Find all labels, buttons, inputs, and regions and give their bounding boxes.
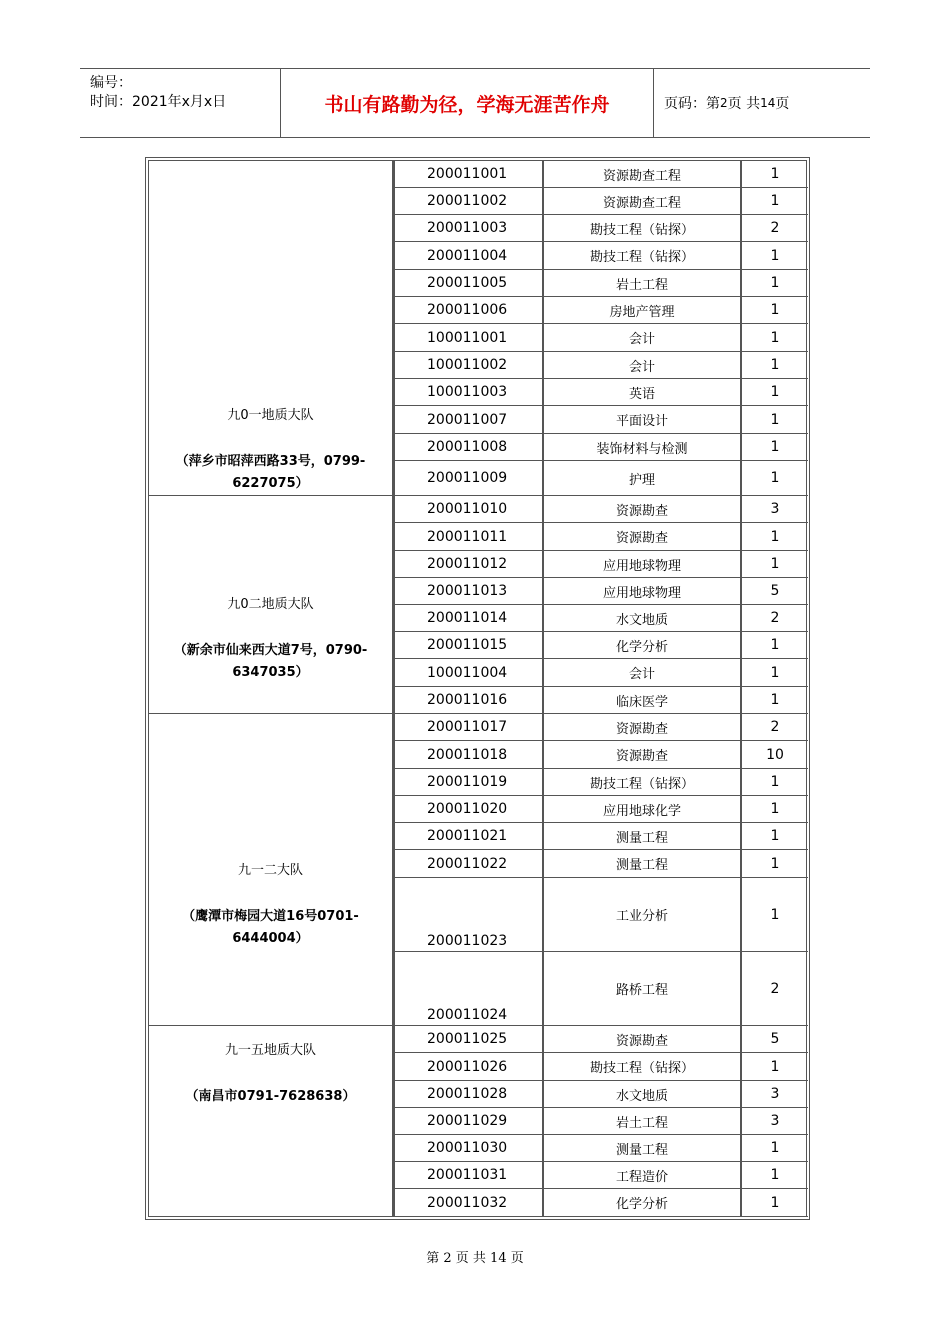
position-code: 200011010 — [393, 496, 543, 522]
hire-count: 2 — [741, 215, 808, 241]
unit-name: 九一二大队 — [237, 863, 303, 878]
position-code: 200011028 — [393, 1081, 543, 1107]
position-code: 200011012 — [393, 551, 543, 577]
motto: 书山有路勤为径，学海无涯苦作舟 — [281, 69, 654, 137]
position-code: 100011004 — [393, 659, 543, 686]
table-row — [393, 352, 808, 379]
table-row — [393, 379, 808, 406]
unit-cell — [149, 496, 393, 714]
position-code: 200011001 — [393, 161, 543, 187]
table-row — [393, 270, 808, 297]
hire-count: 1 — [741, 324, 808, 351]
position-code: 200011018 — [393, 741, 543, 768]
position-code: 200011002 — [393, 188, 543, 214]
hire-count: 1 — [741, 161, 808, 187]
major-name: 测量工程 — [543, 823, 741, 849]
hire-count: 1 — [741, 769, 808, 795]
major-name: 平面设计 — [543, 406, 741, 433]
table-row — [393, 1189, 808, 1217]
hire-count: 5 — [741, 578, 808, 604]
table-row — [393, 188, 808, 215]
major-name: 应用地球物理 — [543, 578, 741, 604]
major-name: 会计 — [543, 324, 741, 351]
major-name: 资源勘查 — [543, 714, 741, 740]
hire-count: 1 — [741, 242, 808, 269]
hire-count: 1 — [741, 850, 808, 877]
position-code: 200011007 — [393, 406, 543, 433]
position-code: 200011022 — [393, 850, 543, 877]
position-code: 200011026 — [393, 1053, 543, 1080]
position-code: 200011013 — [393, 578, 543, 604]
position-code: 200011005 — [393, 270, 543, 296]
table-row — [393, 1081, 808, 1108]
hire-count: 1 — [741, 823, 808, 849]
major-name: 资源勘查 — [543, 741, 741, 768]
table-row — [393, 578, 808, 605]
table-row — [393, 461, 808, 496]
table-row — [393, 523, 808, 551]
position-code: 200011020 — [393, 796, 543, 822]
major-name: 勘技工程（钻探） — [543, 215, 741, 241]
table-row — [393, 1108, 808, 1135]
major-name: 勘技工程（钻探） — [543, 769, 741, 795]
major-name: 装饰材料与检测 — [543, 434, 741, 460]
hire-count: 1 — [741, 188, 808, 214]
major-name: 水文地质 — [543, 1081, 741, 1107]
unit-name: 九一五地质大队 — [224, 1043, 316, 1058]
hire-count: 1 — [741, 270, 808, 296]
position-code: 200011024 — [393, 952, 543, 1025]
unit-address: （萍乡市昭萍西路33号，0799-6227075） — [175, 454, 366, 491]
hire-count: 3 — [741, 496, 808, 522]
table-row — [393, 1162, 808, 1189]
page-footer: 第 2 页 共 14 页 — [426, 1251, 524, 1266]
hire-count: 2 — [741, 605, 808, 631]
major-name: 房地产管理 — [543, 297, 741, 323]
page-current: 2 — [720, 96, 728, 110]
page-mid: 页 共 — [727, 96, 761, 112]
table-row — [393, 434, 808, 461]
table-row — [393, 551, 808, 578]
major-name: 水文地质 — [543, 605, 741, 631]
unit-name: 九0二地质大队 — [227, 597, 314, 612]
hire-count: 1 — [741, 687, 808, 713]
table-row — [393, 769, 808, 796]
time-label: 时间：2021年x月x日 — [90, 94, 227, 110]
recruitment-table — [145, 157, 810, 1220]
position-code: 200011004 — [393, 242, 543, 269]
hire-count: 1 — [741, 434, 808, 460]
position-code: 200011023 — [393, 878, 543, 951]
hire-count: 1 — [741, 659, 808, 686]
position-code: 100011001 — [393, 324, 543, 351]
table-row — [393, 496, 808, 523]
hire-count: 1 — [741, 297, 808, 323]
major-name: 应用地球化学 — [543, 796, 741, 822]
position-code: 100011002 — [393, 352, 543, 378]
major-name: 路桥工程 — [543, 952, 741, 1025]
page-prefix: 页码：第 — [664, 96, 720, 112]
major-name: 资源勘查 — [543, 523, 741, 550]
major-name: 资源勘查 — [543, 496, 741, 522]
major-name: 测量工程 — [543, 1135, 741, 1161]
unit-cell — [149, 714, 393, 1026]
major-name: 资源勘查工程 — [543, 161, 741, 187]
major-name: 岩土工程 — [543, 270, 741, 296]
table-row — [393, 659, 808, 687]
table-row — [393, 878, 808, 952]
position-code: 200011025 — [393, 1026, 543, 1052]
hire-count: 1 — [741, 1135, 808, 1161]
position-code: 200011003 — [393, 215, 543, 241]
page-header — [80, 68, 870, 138]
position-code: 200011006 — [393, 297, 543, 323]
hire-count: 5 — [741, 1026, 808, 1052]
table-row — [393, 605, 808, 632]
table-row — [393, 161, 808, 188]
hire-count: 1 — [741, 796, 808, 822]
position-code: 200011008 — [393, 434, 543, 460]
hire-count: 1 — [741, 523, 808, 550]
position-code: 200011009 — [393, 461, 543, 495]
position-code: 200011031 — [393, 1162, 543, 1188]
major-name: 工业分析 — [543, 878, 741, 951]
hire-count: 1 — [741, 406, 808, 433]
table-row — [393, 324, 808, 352]
position-code: 200011032 — [393, 1189, 543, 1216]
major-name: 应用地球物理 — [543, 551, 741, 577]
page-indicator — [664, 69, 789, 137]
major-name: 护理 — [543, 461, 741, 495]
table-row — [393, 741, 808, 769]
position-code: 200011015 — [393, 632, 543, 658]
unit-cell — [149, 1026, 393, 1217]
unit-name: 九0一地质大队 — [227, 408, 314, 423]
major-name: 资源勘查 — [543, 1026, 741, 1052]
table-row — [393, 632, 808, 659]
table-row — [393, 823, 808, 850]
hire-count: 3 — [741, 1108, 808, 1134]
unit-cell — [149, 161, 393, 496]
table-row — [393, 297, 808, 324]
hire-count: 2 — [741, 952, 808, 1025]
position-code: 200011029 — [393, 1108, 543, 1134]
table-row — [393, 242, 808, 270]
hire-count: 1 — [741, 461, 808, 495]
hire-count: 1 — [741, 1162, 808, 1188]
hire-count: 1 — [741, 551, 808, 577]
hire-count: 1 — [741, 878, 808, 951]
position-code: 100011003 — [393, 379, 543, 405]
table-row — [393, 215, 808, 242]
hire-count: 1 — [741, 379, 808, 405]
hire-count: 1 — [741, 1053, 808, 1080]
hire-count: 2 — [741, 714, 808, 740]
hire-count: 3 — [741, 1081, 808, 1107]
unit-address: （鹰潭市梅园大道16号0701-6444004） — [182, 909, 359, 946]
position-code: 200011016 — [393, 687, 543, 713]
table-row — [393, 406, 808, 434]
major-name: 岩土工程 — [543, 1108, 741, 1134]
position-code: 200011011 — [393, 523, 543, 550]
major-name: 测量工程 — [543, 850, 741, 877]
major-name: 化学分析 — [543, 632, 741, 658]
table-row — [393, 1053, 808, 1081]
position-code: 200011021 — [393, 823, 543, 849]
major-name: 临床医学 — [543, 687, 741, 713]
page-total: 14 — [760, 96, 776, 110]
position-code: 200011030 — [393, 1135, 543, 1161]
major-name: 化学分析 — [543, 1189, 741, 1216]
hire-count: 1 — [741, 352, 808, 378]
table-row — [393, 952, 808, 1026]
major-name: 工程造价 — [543, 1162, 741, 1188]
table-row — [393, 714, 808, 741]
major-name: 会计 — [543, 659, 741, 686]
table-row — [393, 687, 808, 714]
major-name: 勘技工程（钻探） — [543, 242, 741, 269]
table-row — [393, 796, 808, 823]
unit-address: （南昌市0791-7628638） — [185, 1089, 356, 1104]
position-code: 200011019 — [393, 769, 543, 795]
unit-address: （新余市仙来西大道7号，0790-6347035） — [173, 643, 368, 680]
major-name: 会计 — [543, 352, 741, 378]
hire-count: 1 — [741, 1189, 808, 1216]
page-suffix: 页 — [775, 96, 790, 112]
hire-count: 1 — [741, 632, 808, 658]
major-name: 勘技工程（钻探） — [543, 1053, 741, 1080]
table-row — [393, 1135, 808, 1162]
table-row — [393, 1026, 808, 1053]
table-row — [393, 850, 808, 878]
major-name: 英语 — [543, 379, 741, 405]
header-meta — [80, 69, 281, 137]
major-name: 资源勘查工程 — [543, 188, 741, 214]
number-label: 编号： — [90, 75, 132, 91]
position-code: 200011014 — [393, 605, 543, 631]
position-code: 200011017 — [393, 714, 543, 740]
hire-count: 10 — [741, 741, 808, 768]
